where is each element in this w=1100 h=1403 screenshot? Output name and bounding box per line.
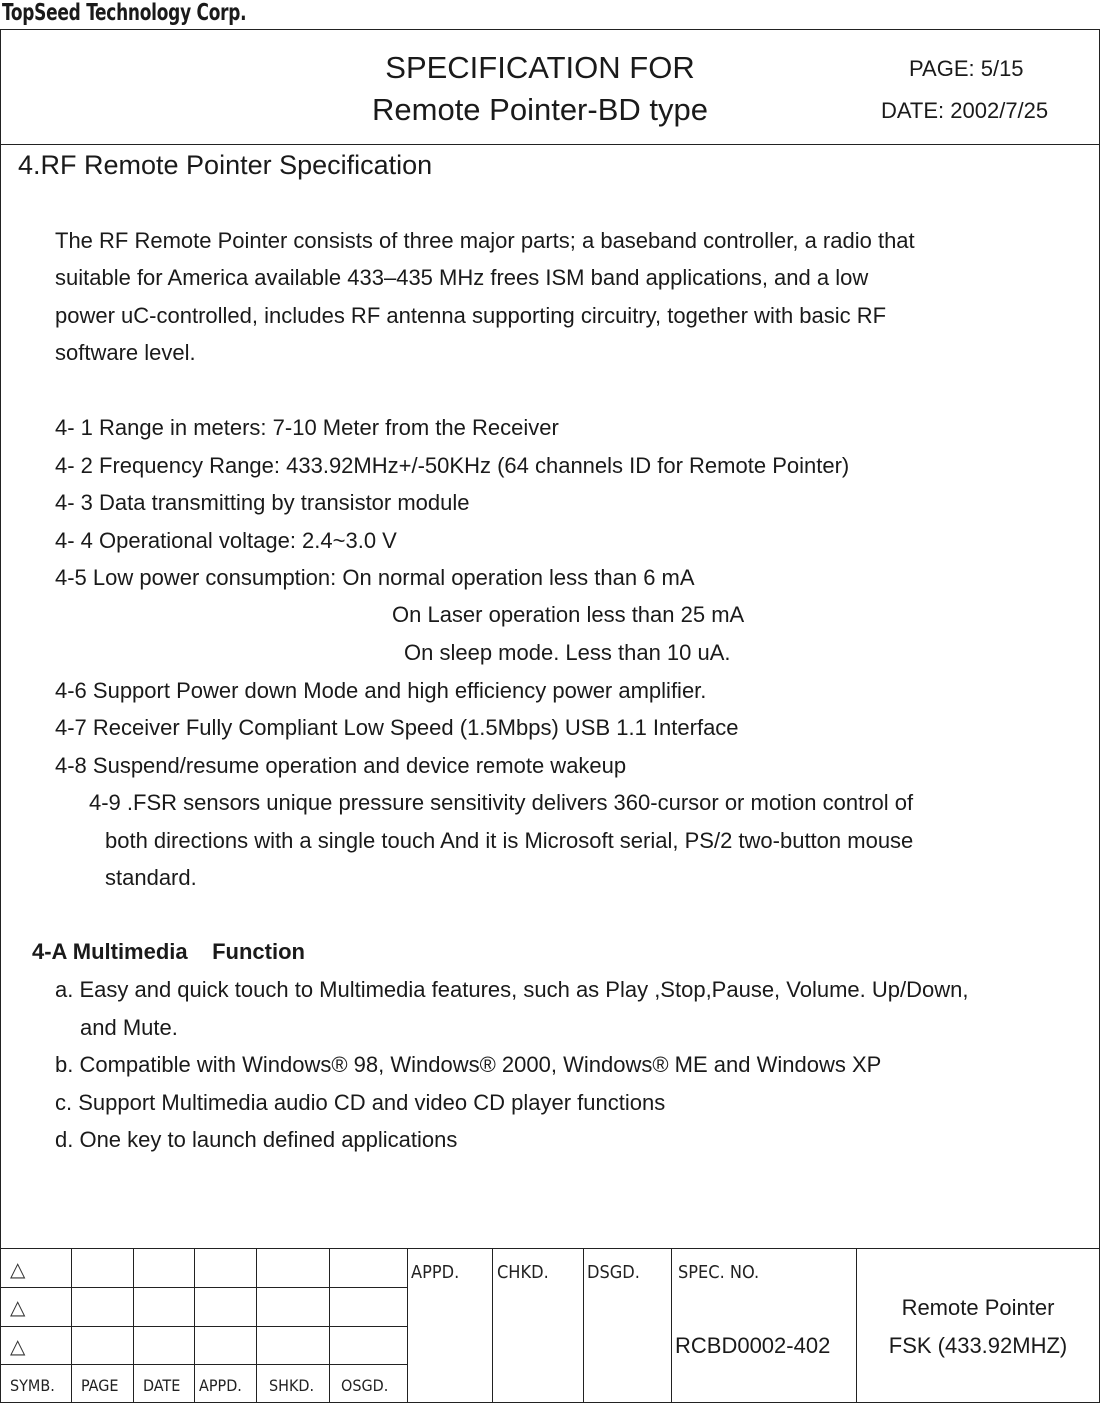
intro-line: power uC-controlled, includes RF antenna supporting circuitry, together with basic RF (55, 303, 887, 328)
multimedia-item: b. Compatible with Windows® 98, Windows® 2000, Windows® ME and Windows XP (55, 1052, 882, 1077)
spec-number: RCBD0002-402 (675, 1333, 831, 1358)
section-title: 4.RF Remote Pointer Specification (18, 150, 433, 180)
table-rule (583, 1249, 584, 1403)
multimedia-item: c. Support Multimedia audio CD and video CD player functions (55, 1090, 666, 1115)
revision-table (1, 1248, 1099, 1403)
table-rule (1, 1326, 407, 1327)
header-divider (1, 144, 1099, 145)
intro-line: The RF Remote Pointer consists of three major parts; a baseband controller, a radio that (55, 228, 915, 253)
spec-item: 4-6 Support Power down Mode and high efficiency power amplifier. (55, 678, 707, 703)
company-name: TopSeed Technology Corp. (2, 0, 247, 26)
table-rule (1, 1364, 407, 1365)
spec-item: 4-9 .FSR sensors unique pressure sensitivity delivers 360-cursor or motion control of (89, 790, 914, 815)
spec-item: 4- 3 Data transmitting by transistor module (55, 490, 470, 515)
spec-no-label: SPEC. NO. (678, 1262, 760, 1283)
col-label-page: PAGE (81, 1376, 119, 1395)
table-rule (329, 1249, 330, 1403)
document-frame (0, 29, 1100, 1403)
spec-title-line1: SPECIFICATION FOR (385, 50, 695, 85)
spec-item-continuation: standard. (105, 865, 197, 890)
spec-item: 4- 1 Range in meters: 7-10 Meter from the Receiver (55, 415, 559, 440)
table-rule (194, 1249, 195, 1403)
chkd-label: CHKD. (497, 1262, 549, 1283)
intro-line: software level. (55, 340, 196, 365)
multimedia-item: d. One key to launch defined applications (55, 1127, 458, 1152)
table-rule (133, 1249, 134, 1403)
multimedia-item-continuation: and Mute. (80, 1015, 178, 1040)
product-name: Remote Pointer (901, 1295, 1055, 1320)
appd-label: APPD. (411, 1262, 460, 1283)
table-rule (71, 1249, 72, 1403)
revision-triangle-icon: △ (10, 1259, 26, 1281)
table-rule (856, 1249, 857, 1403)
spec-item-continuation: On Laser operation less than 25 mA (392, 602, 745, 627)
table-rule (407, 1249, 408, 1403)
col-label-osgd: OSGD. (341, 1376, 389, 1395)
dsgd-label: DSGD. (587, 1262, 640, 1283)
table-rule (492, 1249, 493, 1403)
table-rule (256, 1249, 257, 1403)
spec-item: 4-8 Suspend/resume operation and device remote wakeup (55, 753, 627, 778)
spec-item: 4-5 Low power consumption: On normal operation less than 6 mA (55, 565, 695, 590)
spec-item: 4- 4 Operational voltage: 2.4~3.0 V (55, 528, 397, 553)
table-rule (671, 1249, 672, 1403)
col-label-shkd: SHKD. (269, 1376, 315, 1395)
revision-triangle-icon: △ (10, 1336, 26, 1358)
spec-item-continuation: On sleep mode. Less than 10 uA. (404, 640, 731, 665)
col-label-appd: APPD. (199, 1376, 242, 1395)
document-date: DATE: 2002/7/25 (881, 98, 1049, 123)
spec-title-line2: Remote Pointer-BD type (372, 92, 708, 127)
col-label-symb: SYMB. (10, 1376, 55, 1395)
spec-item-continuation: both directions with a single touch And it is Microsoft serial, PS/2 two-button mouse (105, 828, 914, 853)
table-rule (1, 1287, 407, 1288)
revision-triangle-icon: △ (10, 1297, 26, 1319)
col-label-date: DATE (143, 1376, 181, 1395)
spec-item: 4-7 Receiver Fully Compliant Low Speed (1.5Mbps) USB 1.1 Interface (55, 715, 739, 740)
multimedia-item: a. Easy and quick touch to Multimedia features, such as Play ,Stop,Pause, Volume. Up/Down, (55, 977, 969, 1002)
page-number: PAGE: 5/15 (909, 56, 1024, 81)
multimedia-title: 4-A Multimedia Function (32, 939, 305, 964)
spec-item: 4- 2 Frequency Range: 433.92MHz+/-50KHz (64 channels ID for Remote Pointer) (55, 453, 850, 478)
product-frequency: FSK (433.92MHZ) (888, 1333, 1068, 1358)
intro-line: suitable for America available 433–435 MHz frees ISM band applications, and a low (55, 265, 869, 290)
